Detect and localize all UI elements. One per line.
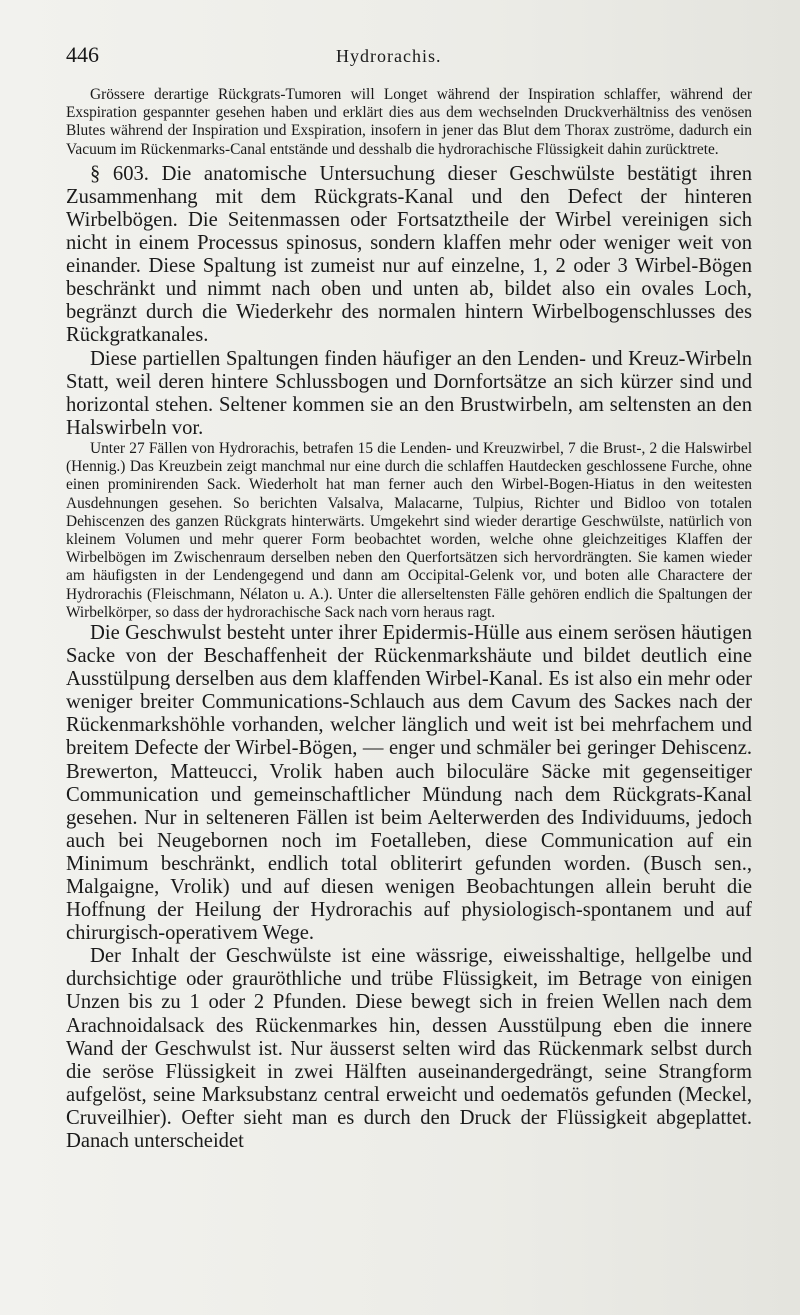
running-title: Hydrorachis. (336, 46, 442, 66)
paragraph-partial-splits: Diese partiellen Spaltungen finden häufiger an den Lenden- und Kreuz-Wirbeln Statt, weil deren hintere Schlussbogen und Dornfortsätze an sich kürzer sind und horizontal stehen. Seltener kommen sie an den Brustwirbeln, am seltensten an den Halswirbeln vor. (66, 347, 752, 439)
page-header (66, 42, 752, 68)
paragraph-longet: Grössere derartige Rückgrats-Tumoren will Longet während der Inspiration schlaffer, während der Exspiration gespannter gesehen haben und erklärt dies aus dem wechselnden Druckverhältniss des venösen Blutes während der Inspiration und Exspiration, insofern in jener das Blut dem Thorax zuströme, dadurch ein Vacuum im Rückenmarks-Canal entstände und desshalb die hydrorachische Flüssigkeit dahin zurücktrete. (66, 86, 752, 158)
paragraph-case-statistics: Unter 27 Fällen von Hydrorachis, betrafen 15 die Lenden- und Kreuzwirbel, 7 die Brust-, 2 die Halswirbel (Hennig.) Das Kreuzbein zeigt manchmal nur eine durch die schlaffen Hautdecken geschlossene Furche, ohne einen prominirenden Sack. Wiederholt hat man ferner auch den Wirbel-Bogen-Hiatus in den weitesten Ausdehnungen gesehen. So berichten Valsalva, Malacarne, Tulpius, Richter und Bidloo von totalen Dehiscenzen des ganzen Rückgrats hinterwärts. Umgekehrt sind wieder derartige Geschwülste, natürlich von kleinem Volumen und mehr querer Form beobachtet worden, welche ohne gleichzeitiges Klaffen der Wirbelbögen im Zwischenraum derselben neben den Querfortsätzen sich hervordrängten. Sie kamen wieder am häufigsten in der Lendengegend und dann am Occipital-Gelenk vor, und boten alle Charactere der Hydrorachis (Fleischmann, Nélaton u. A.). Unter die allerseltensten Fälle gehören endlich die Spaltungen der Wirbelkörper, so dass der hydrorachische Sack nach vorn heraus ragt. (66, 439, 752, 621)
paragraph-section-603: § 603. Die anatomische Untersuchung dieser Geschwülste bestätigt ihren Zusammenhang mit dem Rückgrats-Kanal und den Defect der hinteren Wirbelbögen. Die Seitenmassen oder Fortsatztheile der Wirbel vereinigen sich nicht in einem Processus spinosus, sondern klaffen mehr oder weniger weit von einander. Diese Spaltung ist zumeist nur auf einzelne, 1, 2 oder 3 Wirbel-Bögen beschränkt und nimmt nach oben und unten ab, bildet also ein ovales Loch, begränzt durch die Wiederkehr des normalen hintern Wirbelbogenschlusses des Rückgratkanales. (66, 162, 752, 347)
paragraph-tumor-structure: Die Geschwulst besteht unter ihrer Epidermis-Hülle aus einem serösen häutigen Sacke von der Beschaffenheit der Rückenmarkshäute und bildet deutlich eine Ausstülpung derselben aus dem klaffenden Wirbel-Kanal. Es ist also ein mehr oder weniger breiter Communications-Schlauch aus dem Cavum des Sackes nach der Rückenmarkshöhle vorhanden, welcher länglich und weit ist bei mehrfachem und breitem Defecte der Wirbel-Bögen, — enger und schmäler bei geringer Dehiscenz. Brewerton, Matteucci, Vrolik haben auch biloculäre Säcke mit gegenseitiger Communication und gemeinschaftlicher Mündung nach dem Rückgrats-Kanal gesehen. Nur in selteneren Fällen ist beim Aelterwerden des Individuums, jedoch auch bei Neugebornen noch im Foetalleben, diese Communication auf ein Minimum beschränkt, endlich total obliterirt gefunden worden. (Busch sen., Malgaigne, Vrolik) und auf diesen wenigen Beobachtungen allein beruht die Hoffnung der Heilung der Hydrorachis auf physiologisch-spontanem und auf chirurgisch-operativem Wege. (66, 621, 752, 945)
paragraph-tumor-content: Der Inhalt der Geschwülste ist eine wässrige, eiweisshaltige, hellgelbe und durchsichtige oder grauröthliche und trübe Flüssigkeit, im Betrage von einigen Unzen bis zu 1 oder 2 Pfunden. Diese bewegt sich in freien Wellen nach dem Arachnoidalsack des Rückenmarkes hin, dessen Ausstülpung eben die innere Wand der Geschwulst ist. Nur äusserst selten wird das Rückenmark selbst durch die seröse Flüssigkeit in zwei Hälften auseinandergedrängt, seine Strangform aufgelöst, seine Marksubstanz central erweicht und oedematös gefunden (Meckel, Cruveilhier). Oefter sieht man es durch den Druck der Flüssigkeit abgeplattet. Danach unterscheidet (66, 945, 752, 1153)
page-number: 446 (66, 42, 99, 67)
